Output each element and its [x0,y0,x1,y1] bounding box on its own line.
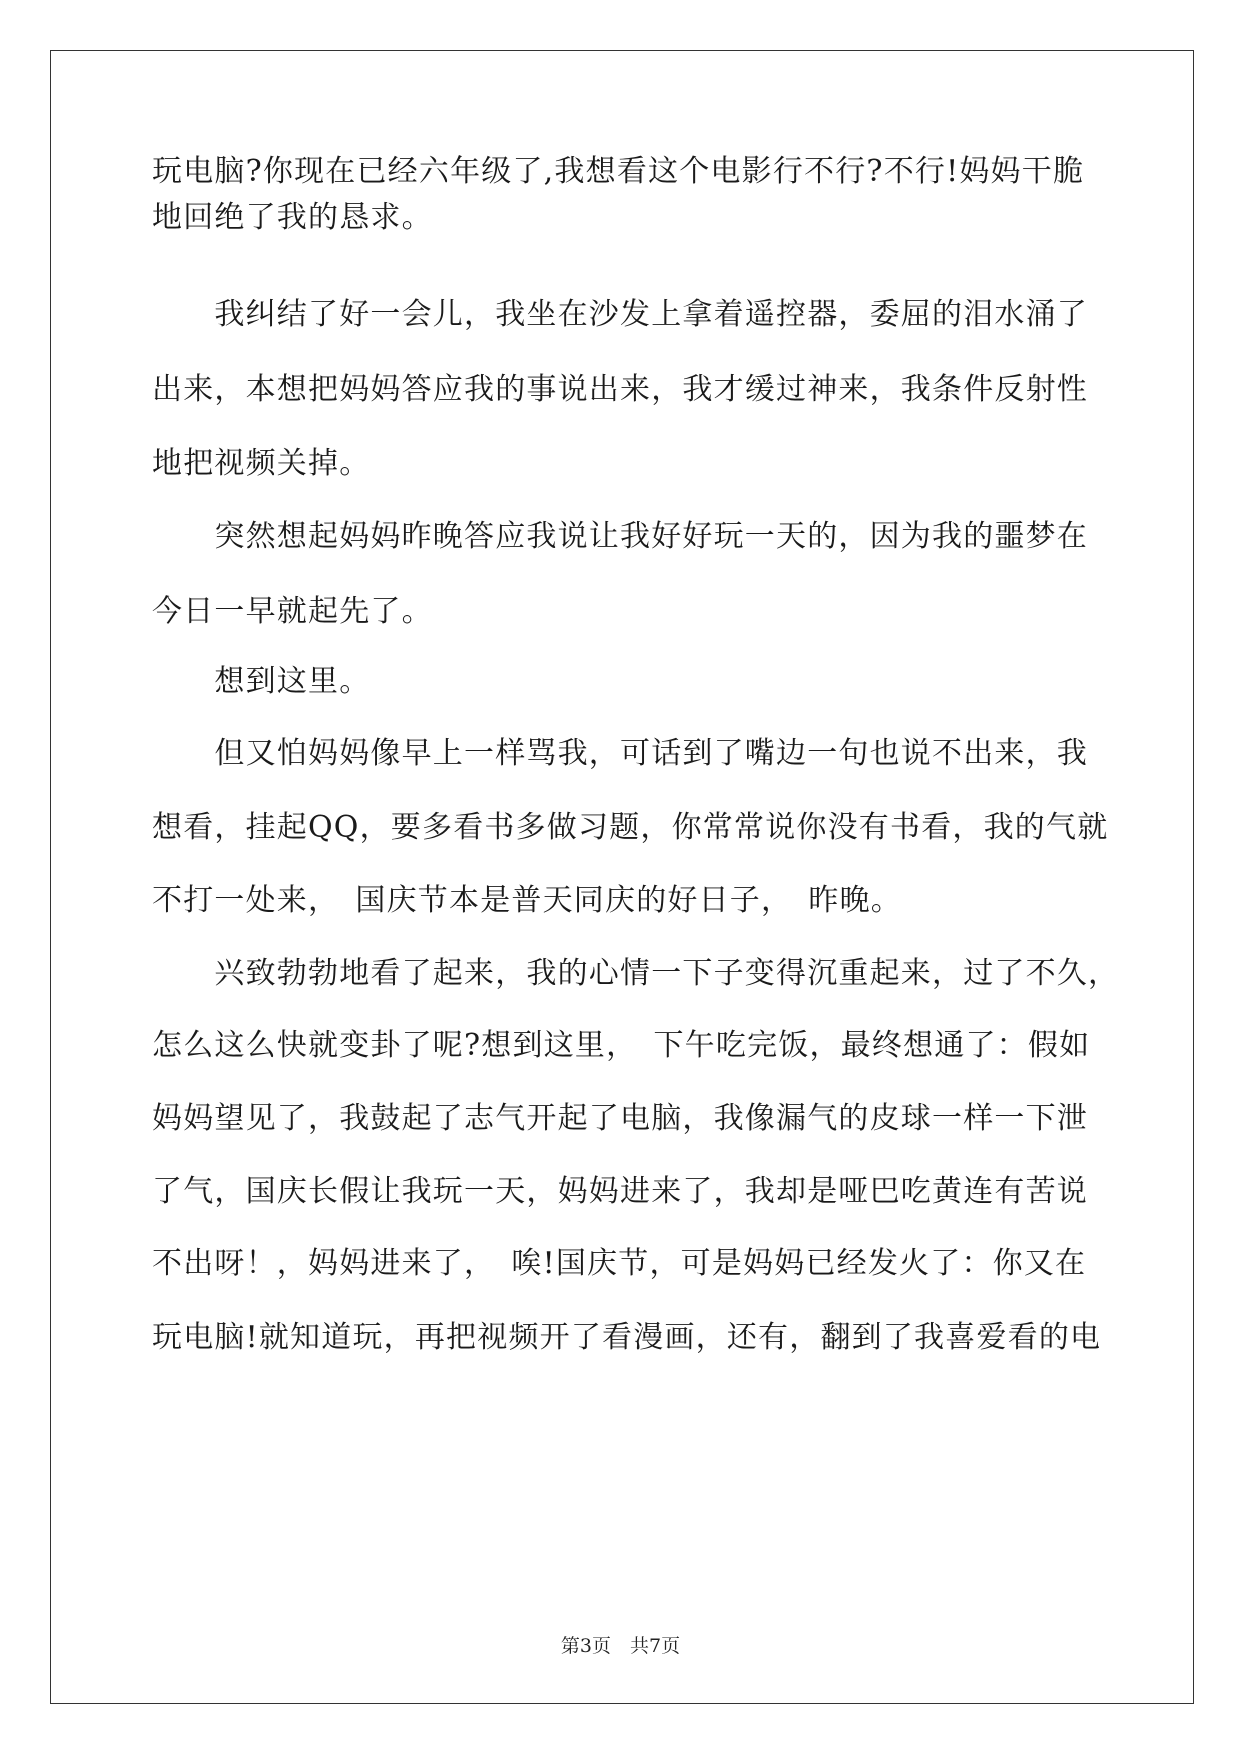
text-line: 今日一早就起先了。 [152,594,433,629]
text-line: 地把视频关掉。 [152,446,371,481]
text-line: 不出呀！，妈妈进来了， 唉!国庆节，可是妈妈已经发火了：你又在 [152,1246,1087,1281]
text-line: 玩电脑!就知道玩，再把视频开了看漫画，还有，翻到了我喜爱看的电 [152,1320,1102,1355]
text-line: 想到这里。 [152,664,371,699]
text-line: 玩电脑?你现在已经六年级了,我想看这个电影行不行?不行!妈妈干脆 [152,154,1085,189]
page-number-footer: 第3页 共7页 [560,1635,681,1657]
text-line: 想看，挂起QQ，要多看书多做习题，你常常说你没有书看，我的气就 [152,810,1109,845]
text-line: 妈妈望见了，我鼓起了志气开起了电脑，我像漏气的皮球一样一下泄 [152,1101,1088,1136]
text-line: 但又怕妈妈像早上一样骂我，可话到了嘴边一句也说不出来，我 [152,736,1088,771]
text-line: 我纠结了好一会儿，我坐在沙发上拿着遥控器，委屈的泪水涌了 [152,297,1088,332]
text-line: 地回绝了我的恳求。 [152,200,433,235]
text-line: 了气，国庆长假让我玩一天，妈妈进来了，我却是哑巴吃黄连有苦说 [152,1174,1088,1209]
text-line: 怎么这么快就变卦了呢?想到这里， 下午吃完饭，最终想通了：假如 [152,1028,1091,1063]
text-line: 突然想起妈妈昨晚答应我说让我好好玩一天的，因为我的噩梦在 [152,519,1088,554]
text-line: 出来，本想把妈妈答应我的事说出来，我才缓过神来，我条件反射性 [152,372,1088,407]
text-line: 兴致勃勃地看了起来，我的心情一下子变得沉重起来，过了不久， [152,956,1120,991]
text-line: 不打一处来， 国庆节本是普天同庆的好日子， 昨晚。 [152,883,902,918]
